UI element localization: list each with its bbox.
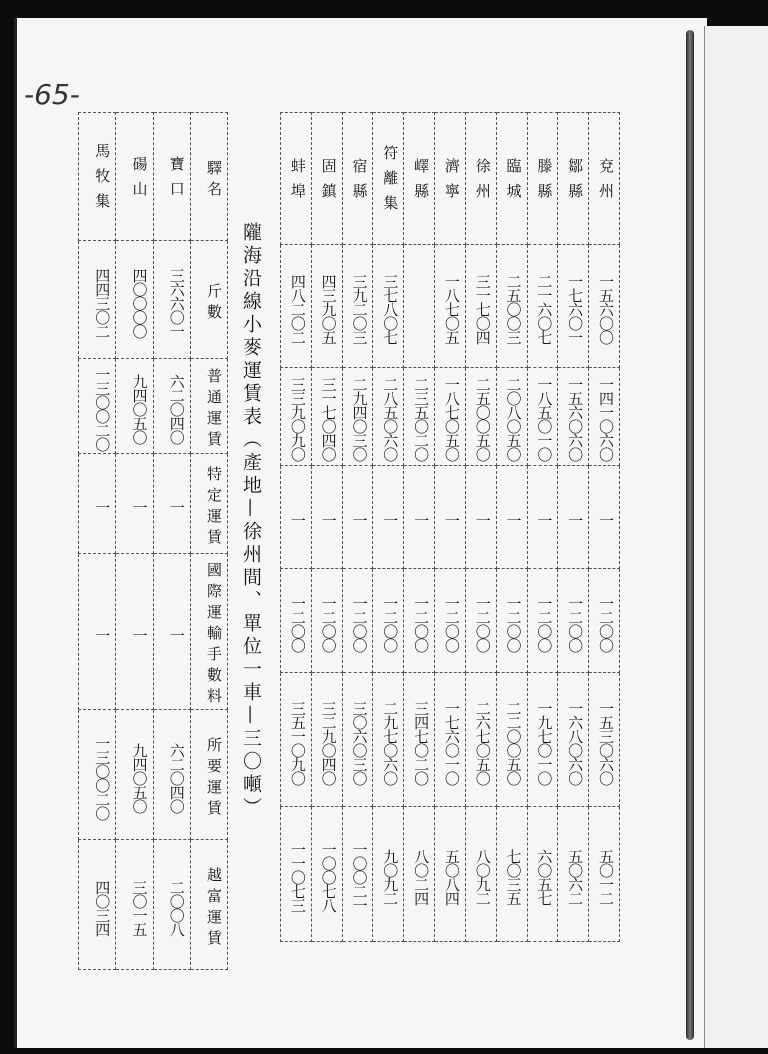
table-cell: 一八七〇五〇 (435, 367, 466, 465)
table-cell: 三九二〇三 (342, 245, 373, 367)
table-cell: 一二〇〇 (435, 569, 466, 672)
table-cell: 二八五〇六〇 (373, 367, 404, 465)
table-cell: 九四〇五〇 (116, 359, 153, 454)
station-header: 臨城 (496, 113, 527, 245)
table-cell: 一〇〇七八 (311, 807, 342, 942)
table-cell: 一 (342, 465, 373, 568)
station-header: 固鎮 (311, 113, 342, 245)
station-header: 徐州 (465, 113, 496, 245)
table-cell: 六二〇四〇 (153, 710, 190, 840)
table-cell: 一 (79, 554, 116, 710)
table-cell: 三二九〇四〇 (311, 672, 342, 807)
table-cell: 一七六〇一〇 (435, 672, 466, 807)
station-header: 馬牧集 (79, 113, 116, 241)
table-cell: 一三〇〇二〇 (79, 359, 116, 454)
row-header: 斤數 (190, 241, 227, 359)
table-cell: 一 (79, 454, 116, 554)
table-cell: 一五三〇六〇 (589, 672, 620, 807)
table-cell: 一 (465, 465, 496, 568)
row-header: 所要運賃 (190, 710, 227, 840)
table-cell: 八〇九二 (465, 807, 496, 942)
table-cell: 一二〇〇 (373, 569, 404, 672)
table-cell: 三四七〇二〇 (404, 672, 435, 807)
table-cell: 一〇〇二一 (342, 807, 373, 942)
table-cell: 五〇八四 (435, 807, 466, 942)
table-cell: 一 (589, 465, 620, 568)
row-header: 越富運賃 (190, 840, 227, 970)
table-cell: 一 (311, 465, 342, 568)
station-header: 滕縣 (527, 113, 558, 245)
table-cell: 六〇五七 (527, 807, 558, 942)
row-header: 國際運輸手數料 (190, 554, 227, 710)
freight-table-main (280, 112, 620, 942)
table-cell: 一七六〇一 (558, 245, 589, 367)
table-cell: 二一六〇七 (527, 245, 558, 367)
table-cell: 一二〇〇 (311, 569, 342, 672)
table-caption: 隴海沿線小麥運賃表（產地—徐州間、單位一車—三〇噸） (240, 222, 262, 820)
page-edge (704, 26, 768, 1048)
table-cell: 一 (558, 465, 589, 568)
table-cell: 一 (527, 465, 558, 568)
table-cell: 六二〇四〇 (153, 359, 190, 454)
station-header: 符離集 (373, 113, 404, 245)
table-cell: 三五一〇九〇 (281, 672, 312, 807)
table-cell: 一 (153, 554, 190, 710)
table-cell: 一一〇七三 (281, 807, 312, 942)
table-cell: 四〇三四 (79, 840, 116, 970)
station-header: 兗州 (589, 113, 620, 245)
table-cell: 二五〇〇五〇 (465, 367, 496, 465)
row-header: 特定運賃 (190, 454, 227, 554)
table-cell: 一 (116, 454, 153, 554)
table-cell: 九四〇五〇 (116, 710, 153, 840)
row-header: 普通運賃 (190, 359, 227, 454)
table-cell: 四八二〇二 (281, 245, 312, 367)
table-cell: 二六七〇五〇 (465, 672, 496, 807)
table-cell: 一八五〇一〇 (527, 367, 558, 465)
table-cell: 一二〇〇 (342, 569, 373, 672)
table-cell: 一二〇〇 (465, 569, 496, 672)
table-cell: 一二〇〇 (281, 569, 312, 672)
table-cell: 一二〇〇 (496, 569, 527, 672)
table-cell: 二二〇〇五〇 (496, 672, 527, 807)
table-cell: 三三九〇九〇 (281, 367, 312, 465)
table-cell: 九〇九二 (373, 807, 404, 942)
table-cell: 一 (435, 465, 466, 568)
page-number: -65- (24, 78, 80, 111)
table-cell: 一六八〇六〇 (558, 672, 589, 807)
table-cell: 一三〇〇二〇 (79, 710, 116, 840)
table-cell: 一二〇〇 (589, 569, 620, 672)
table-cell: 四〇〇〇〇 (116, 241, 153, 359)
table-cell: 一五六〇〇 (589, 245, 620, 367)
table-cell: 三一七〇四〇 (311, 367, 342, 465)
station-header: 鄒縣 (558, 113, 589, 245)
table-cell: 一 (116, 554, 153, 710)
table-cell: 一四一〇六〇 (589, 367, 620, 465)
station-header: 碭山 (116, 113, 153, 241)
table-cell: 一二〇〇 (527, 569, 558, 672)
table-cell: 二九七〇六〇 (373, 672, 404, 807)
table-cell: 七〇三五 (496, 807, 527, 942)
table-cell: 一二〇〇 (558, 569, 589, 672)
table-cell: 三〇六〇三〇 (342, 672, 373, 807)
table-cell: 一五六〇六〇 (558, 367, 589, 465)
table-cell: 二九四〇三〇 (342, 367, 373, 465)
table-cell: 三一七〇四 (465, 245, 496, 367)
table-cell: 一九七〇一〇 (527, 672, 558, 807)
station-header: 宿縣 (342, 113, 373, 245)
table-cell: 一 (153, 454, 190, 554)
table-cell: 一八七〇五 (435, 245, 466, 367)
table-cell: 一二〇〇 (404, 569, 435, 672)
table-cell: 三七八〇七 (373, 245, 404, 367)
station-header: 寶口 (153, 113, 190, 241)
station-header: 濟寧 (435, 113, 466, 245)
table-cell: 三〇一五 (116, 840, 153, 970)
table-cell (404, 245, 435, 367)
table-cell: 一 (373, 465, 404, 568)
table-cell: 四四三〇二 (79, 241, 116, 359)
table-cell: 一 (281, 465, 312, 568)
table-cell: 三六六〇一 (153, 241, 190, 359)
table-cell: 五〇六二 (558, 807, 589, 942)
table-cell: 二〇八〇五〇 (496, 367, 527, 465)
table-cell: 二三五〇二〇 (404, 367, 435, 465)
binding-strip (686, 30, 694, 1040)
table-cell: 一 (496, 465, 527, 568)
row-header: 驛名 (190, 113, 227, 241)
station-header: 嶧縣 (404, 113, 435, 245)
table-cell: 八〇二四 (404, 807, 435, 942)
table-cell: 二〇〇八 (153, 840, 190, 970)
table-cell: 二五〇〇三 (496, 245, 527, 367)
table-cell: 五〇一二 (589, 807, 620, 942)
table-cell: 一 (404, 465, 435, 568)
station-header: 蚌埠 (281, 113, 312, 245)
table-cell: 四三九〇五 (311, 245, 342, 367)
freight-table-secondary (78, 112, 228, 970)
